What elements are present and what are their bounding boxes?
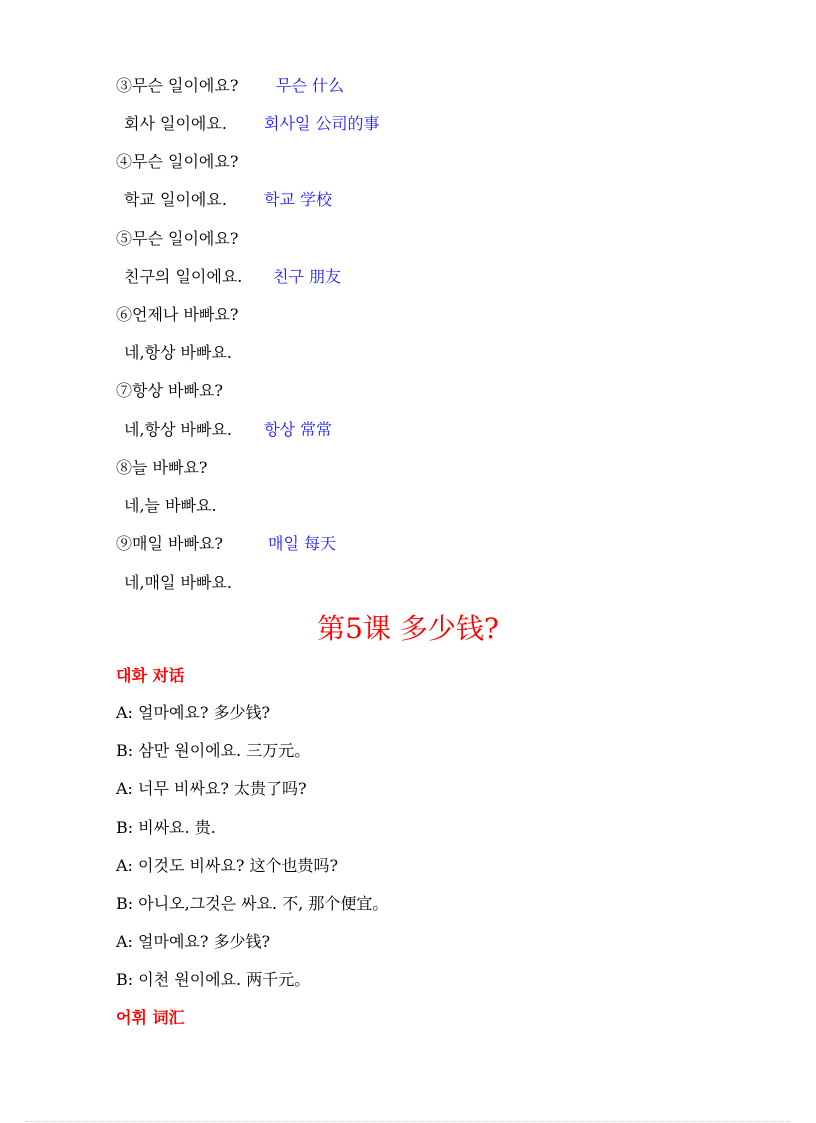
practice-answer-note-7: 항상 常常 bbox=[264, 420, 332, 439]
lesson-title: 第5课 多少钱? bbox=[317, 612, 499, 645]
practice-note-3: 무슨 什么 bbox=[276, 76, 344, 95]
vocab-heading: 어휘 词汇 bbox=[116, 1008, 185, 1027]
dialogue-line-2: B: 삼만 원이에요. 三万元。 bbox=[116, 741, 311, 760]
dialogue-line-3: A: 너무 비싸요? 太贵了吗? bbox=[116, 779, 307, 798]
dialogue-line-6: B: 아니오,그것은 싸요. 不, 那个便宜。 bbox=[116, 894, 389, 913]
practice-note-9: 매일 每天 bbox=[268, 534, 336, 553]
practice-question-5: ⑤무슨 일이에요? bbox=[116, 229, 239, 248]
practice-answer-note-3: 회사일 公司的事 bbox=[264, 114, 380, 133]
practice-question-9: ⑨매일 바빠요? bbox=[116, 534, 223, 553]
dialogue-line-8: B: 이천 원이에요. 两千元。 bbox=[116, 970, 311, 989]
practice-answer-note-4: 학교 学校 bbox=[264, 190, 332, 209]
dialogue-line-1: A: 얼마예요? 多少钱? bbox=[116, 703, 271, 722]
dialogue-line-7: A: 얼마예요? 多少钱? bbox=[116, 932, 271, 951]
practice-question-3: ③무슨 일이에요? bbox=[116, 76, 239, 95]
practice-answer-6: 네,항상 바빠요. bbox=[124, 343, 232, 362]
practice-question-4: ④무슨 일이에요? bbox=[116, 152, 239, 171]
practice-answer-8: 네,늘 바빠요. bbox=[124, 496, 217, 515]
practice-answer-4: 학교 일이에요. bbox=[124, 190, 227, 209]
dialogue-heading: 대화 对话 bbox=[116, 666, 185, 685]
page-bottom-rule bbox=[26, 1121, 790, 1122]
practice-answer-7: 네,항상 바빠요. bbox=[124, 420, 232, 439]
practice-answer-note-5: 친구 朋友 bbox=[273, 267, 341, 286]
practice-answer-3: 회사 일이에요. bbox=[124, 114, 227, 133]
dialogue-line-4: B: 비싸요. 贵. bbox=[116, 818, 216, 837]
dialogue-line-5: A: 이것도 비싸요? 这个也贵吗? bbox=[116, 856, 339, 875]
practice-question-8: ⑧늘 바빠요? bbox=[116, 458, 208, 477]
practice-question-6: ⑥언제나 바빠요? bbox=[116, 305, 239, 324]
practice-answer-5: 친구의 일이에요. bbox=[124, 267, 243, 286]
practice-answer-9: 네,매일 바빠요. bbox=[124, 573, 232, 592]
practice-question-7: ⑦항상 바빠요? bbox=[116, 381, 223, 400]
